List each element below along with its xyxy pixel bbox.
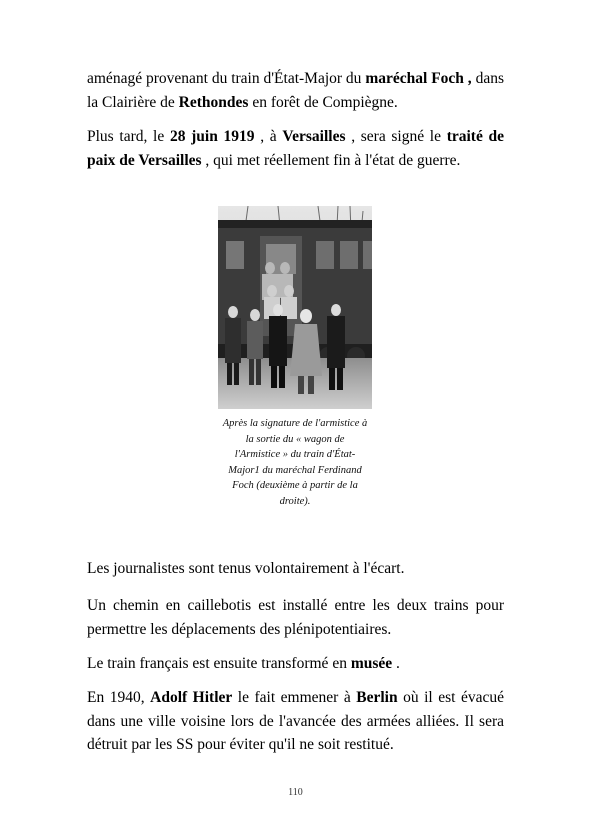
emphasis-text: Rethondes <box>178 93 249 111</box>
body-text: Les journalistes sont tenus volontairement à l'écart. <box>87 560 405 577</box>
body-text: Plus tard, le <box>87 128 170 145</box>
body-text: . <box>392 655 400 672</box>
body-text: dans la Clairière de <box>87 70 504 111</box>
emphasis-text: 28 juin 1919 <box>169 128 255 145</box>
paragraph-treaty-versailles <box>87 125 504 172</box>
emphasis-text: Berlin <box>356 689 398 706</box>
body-text: aménagé provenant du train d'État-Major du <box>87 70 366 87</box>
paragraph-walkway <box>87 594 504 641</box>
paragraph-foch-train <box>87 67 504 114</box>
page-number: 110 <box>288 787 303 798</box>
paragraph-journalists <box>87 557 504 581</box>
emphasis-text: Adolf Hitler <box>150 689 233 706</box>
body-text: , sera signé le <box>345 128 447 145</box>
emphasis-text: musée <box>350 655 393 672</box>
emphasis-text: traité de paix de Versailles <box>87 128 505 169</box>
emphasis-text: maréchal Foch , <box>365 70 472 87</box>
body-text: , qui met réellement fin à l'état de guerre. <box>201 151 461 169</box>
body-text: , à <box>254 128 283 145</box>
paragraph-museum <box>87 652 504 676</box>
body-text: le fait emmener à <box>232 689 357 706</box>
body-text: où il est évacué dans une ville voisine lors de l'avancée des armées alliées. Il sera détruit par les SS pour éviter qu'il ne soit restitué. <box>87 689 504 753</box>
photo-caption: Après la signature de l'armistice à la sortie du « wagon de l'Armistice » du train d'État-Major1 du maréchal Ferdinand Foch (deuxième à partir de la droite). <box>222 418 368 507</box>
paragraph-hitler-1940 <box>87 686 504 757</box>
body-text: En 1940, <box>87 689 151 706</box>
armistice-photo <box>218 206 372 409</box>
emphasis-text: Versailles <box>282 128 346 145</box>
body-text: en forêt de Compiègne. <box>248 93 398 111</box>
body-text: Le train français est ensuite transformé en <box>87 655 351 672</box>
body-text: Un chemin en caillebotis est installé entre les deux trains pour permettre les déplacements des plénipotentiaires. <box>87 597 504 638</box>
